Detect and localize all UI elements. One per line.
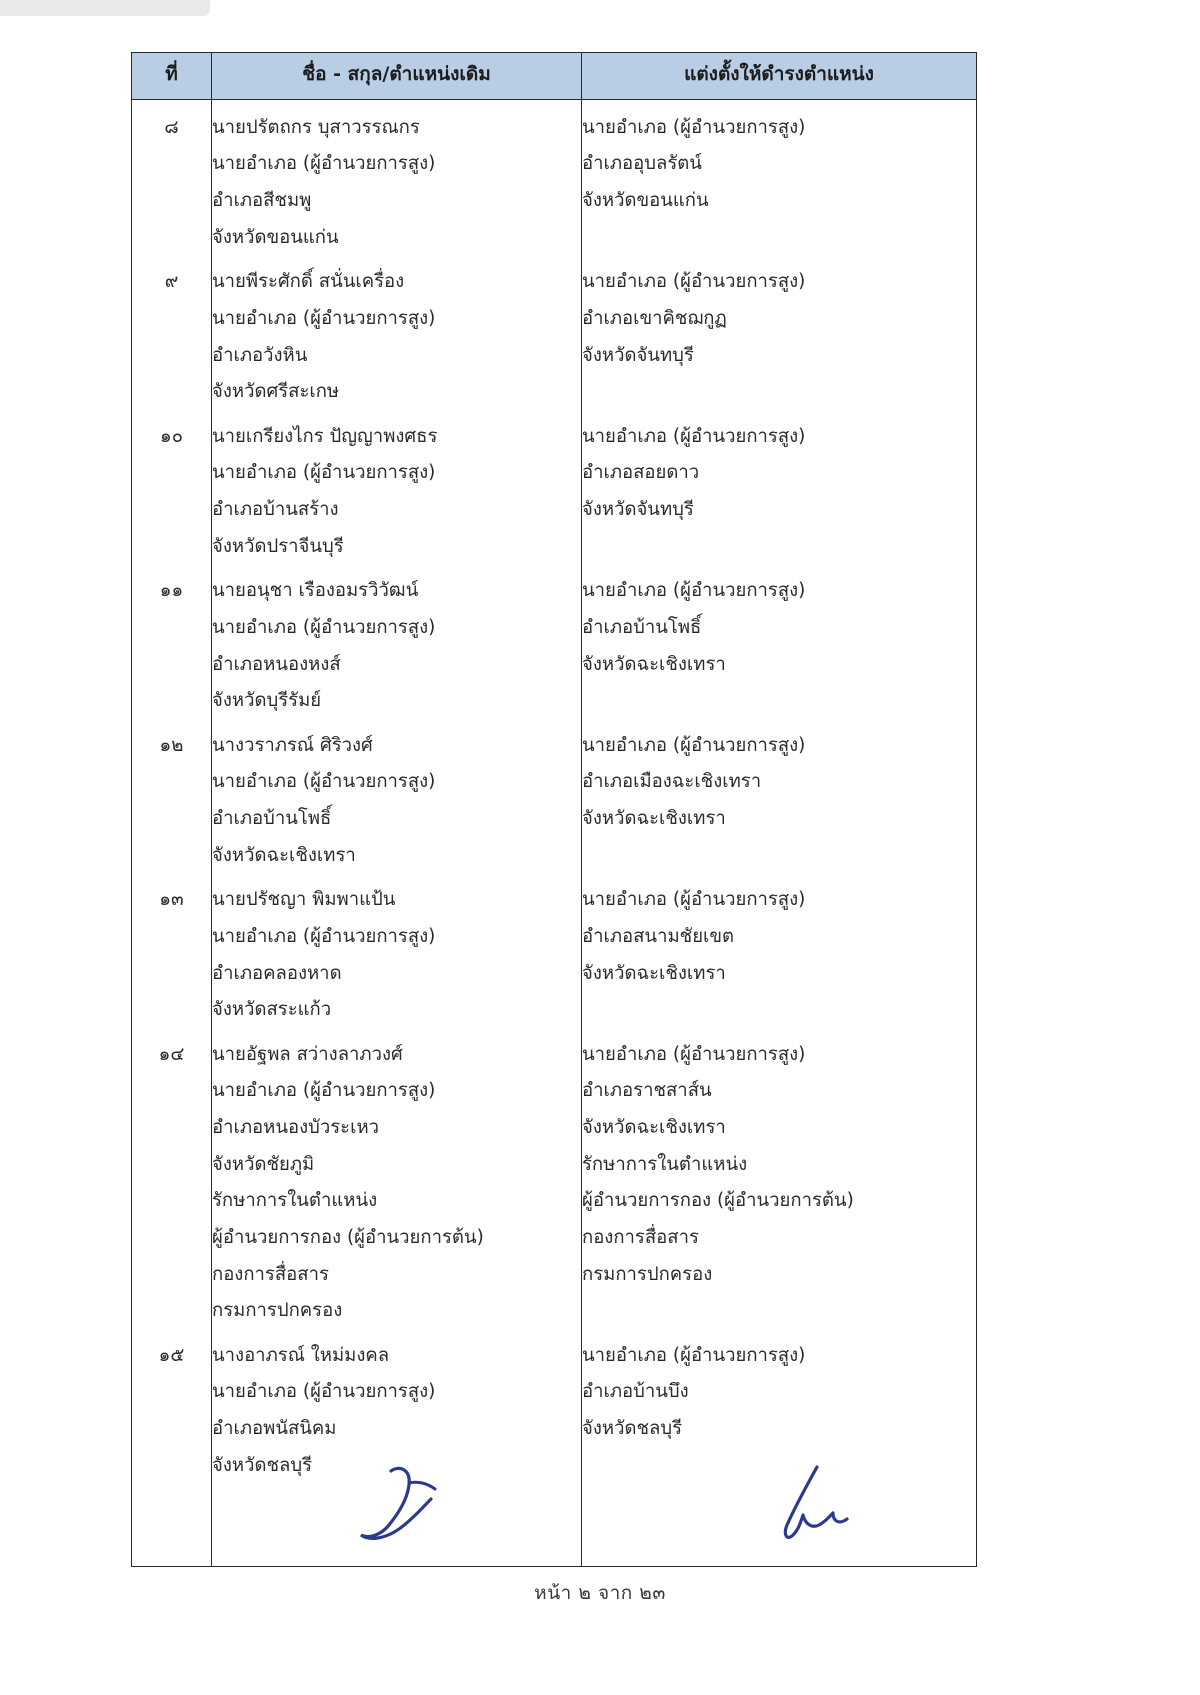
row-number: ๑๒ [159, 734, 184, 756]
cell-line: ผู้อำนวยการกอง (ผู้อำนวยการต้น) [582, 1190, 854, 1212]
cell-line: นายปรัตถกร บุสาวรรณกร [212, 116, 420, 138]
cell-line: อำเภอหนองหงส์ [212, 653, 341, 675]
cell-line: นายอำเภอ (ผู้อำนวยการสูง) [212, 1381, 436, 1403]
cell-line: นายอำเภอ (ผู้อำนวยการสูง) [582, 1344, 806, 1366]
row-number-cell [132, 1334, 212, 1489]
row-number: ๑๕ [158, 1344, 185, 1366]
cell-line: จังหวัดฉะเชิงเทรา [212, 844, 356, 866]
table-row [132, 569, 977, 724]
cell-line: นายอำเภอ (ผู้อำนวยการสูง) [582, 271, 806, 293]
cell-line: นางวราภรณ์ ศิริวงศ์ [212, 734, 373, 756]
table-row [132, 415, 977, 570]
row-number: ๑๑ [159, 580, 184, 602]
cell-line: นายอำเภอ (ผู้อำนวยการสูง) [212, 1080, 436, 1102]
cell-line: จังหวัดขอนแก่น [212, 226, 339, 248]
header-row [132, 53, 977, 100]
cell-line: นายอัฐพล สว่างลาภวงศ์ [212, 1043, 403, 1065]
table-bottom-border-cell [212, 1567, 582, 1568]
cell-line: นายพีระศักดิ์ สนั่นเครื่อง [212, 271, 405, 293]
current-position-cell [212, 878, 582, 1033]
cell-line: นายอำเภอ (ผู้อำนวยการสูง) [212, 153, 436, 175]
cell-line: อำเภอคลองหาด [212, 962, 342, 984]
cell-line: นายอำเภอ (ผู้อำนวยการสูง) [212, 771, 436, 793]
cell-line: จังหวัดชัยภูมิ [212, 1153, 315, 1175]
cell-line: นายอำเภอ (ผู้อำนวยการสูง) [582, 425, 806, 447]
cell-line: จังหวัดขอนแก่น [582, 190, 709, 211]
current-position-cell [212, 415, 582, 570]
cell-line: กรมการปกครอง [582, 1263, 713, 1285]
cell-line: จังหวัดสระแก้ว [212, 999, 332, 1021]
row-number-cell [132, 260, 212, 415]
current-position-cell [212, 99, 582, 260]
new-position-cell [582, 260, 977, 415]
current-position-cell [212, 724, 582, 879]
row-number-cell [132, 724, 212, 879]
column-header-current-position: ชื่อ - สกุล/ตำแหน่งเดิม [212, 53, 582, 100]
row-number: ๙ [164, 271, 179, 293]
cell-line: อำเภอพนัสนิคม [212, 1418, 337, 1439]
cell-line: จังหวัดชลบุรี [212, 1454, 313, 1476]
new-position-cell [582, 1033, 977, 1334]
new-position-cell [582, 415, 977, 570]
cell-line: ผู้อำนวยการกอง (ผู้อำนวยการต้น) [212, 1226, 484, 1248]
cell-line: นายเกรียงไกร ปัญญาพงศธร [212, 425, 438, 447]
row-number: ๘ [164, 116, 179, 138]
cell-line: นายอำเภอ (ผู้อำนวยการสูง) [582, 734, 806, 756]
current-position-cell [212, 569, 582, 724]
cell-line: รักษาการในตำแหน่ง [582, 1153, 748, 1175]
column-header-new-position: แต่งตั้งให้ดำรงตำแหน่ง [582, 53, 977, 100]
cell-line: จังหวัดปราจีนบุรี [212, 535, 344, 557]
cell-line: จังหวัดศรีสะเกษ [212, 381, 340, 403]
cell-line: อำเภออุบลรัตน์ [582, 153, 702, 175]
appointments-table [131, 52, 977, 1567]
signature-right [771, 1463, 881, 1553]
table-row [132, 260, 977, 415]
cell-line: อำเภอเขาคิชฌกูฏ [582, 307, 727, 329]
cell-line: อำเภอบ้านโพธิ์ [212, 808, 332, 829]
cell-line: อำเภอวังหิน [212, 344, 308, 366]
cell-line: กรมการปกครอง [212, 1300, 343, 1322]
cell-line: อำเภอบ้านโพธิ์ [582, 616, 702, 638]
cell-line: นายอนุชา เรืองอมรวิวัฒน์ [212, 580, 419, 602]
table-row [132, 1033, 977, 1334]
row-number-cell [132, 1033, 212, 1334]
cell-line: อำเภอเมืองฉะเชิงเทรา [582, 771, 762, 793]
cell-line: นายอำเภอ (ผู้อำนวยการสูง) [582, 116, 806, 138]
table-bottom-border-cell [582, 1567, 977, 1568]
cell-line: จังหวัดชลบุรี [582, 1418, 683, 1439]
cell-line: จังหวัดจันทบุรี [582, 344, 694, 366]
cell-line: อำเภอสนามชัยเขต [582, 925, 735, 947]
cell-line: อำเภอบ้านบึง [582, 1381, 689, 1403]
cell-line: กองการสื่อสาร [582, 1226, 699, 1248]
cell-line: จังหวัดฉะเชิงเทรา [582, 1117, 726, 1138]
cell-line: นายอำเภอ (ผู้อำนวยการสูง) [212, 307, 436, 329]
row-number-cell [132, 99, 212, 260]
new-position-cell [582, 878, 977, 1033]
table-bottom-border-cell [132, 1567, 212, 1568]
cell-line: อำเภอราชสาส์น [582, 1080, 712, 1102]
cell-line: จังหวัดฉะเชิงเทรา [582, 962, 726, 984]
cell-line: อำเภอสอยดาว [582, 462, 700, 484]
page-footer: หน้า ๒ จาก ๒๓ [534, 1582, 666, 1604]
row-number: ๑๓ [159, 889, 184, 911]
table-body [132, 99, 977, 1567]
cell-line: กองการสื่อสาร [212, 1263, 329, 1285]
new-position-cell [582, 99, 977, 260]
cell-line: จังหวัดฉะเชิงเทรา [582, 808, 726, 829]
cell-line: นายอำเภอ (ผู้อำนวยการสูง) [582, 1043, 806, 1065]
column-header-no: ที่ [132, 53, 212, 100]
table-row [132, 724, 977, 879]
cell-line: นายปรัชญา พิมพาแป้น [212, 889, 396, 911]
cell-line: จังหวัดบุรีรัมย์ [212, 690, 322, 712]
row-number: ๑๔ [158, 1043, 185, 1065]
table-header [132, 53, 977, 100]
cell-line: นายอำเภอ (ผู้อำนวยการสูง) [212, 925, 436, 947]
cell-line: อำเภอบ้านสร้าง [212, 499, 339, 520]
current-position-cell [212, 1033, 582, 1334]
cell-line: นายอำเภอ (ผู้อำนวยการสูง) [212, 616, 436, 638]
table-row [132, 878, 977, 1033]
new-position-cell [582, 724, 977, 879]
cell-line: อำเภอหนองบัวระเหว [212, 1117, 380, 1138]
signature-left [359, 1459, 479, 1549]
signature-space-cell [132, 1488, 212, 1567]
row-number-cell [132, 878, 212, 1033]
table-row [132, 99, 977, 260]
new-position-cell [582, 569, 977, 724]
cell-line: อำเภอสีชมพู [212, 190, 312, 211]
row-number-cell [132, 415, 212, 570]
table-bottom-border [132, 1567, 977, 1568]
row-number-cell [132, 569, 212, 724]
row-number: ๑๐ [159, 425, 184, 447]
cell-line: นายอำเภอ (ผู้อำนวยการสูง) [212, 462, 436, 484]
cell-line: นางอาภรณ์ ใหม่มงคล [212, 1344, 390, 1366]
current-position-cell [212, 260, 582, 415]
cell-line: นายอำเภอ (ผู้อำนวยการสูง) [582, 889, 806, 911]
cell-line: นายอำเภอ (ผู้อำนวยการสูง) [582, 580, 806, 602]
cell-line: รักษาการในตำแหน่ง [212, 1190, 378, 1212]
cell-line: จังหวัดจันทบุรี [582, 499, 694, 520]
cell-line: จังหวัดฉะเชิงเทรา [582, 653, 726, 675]
